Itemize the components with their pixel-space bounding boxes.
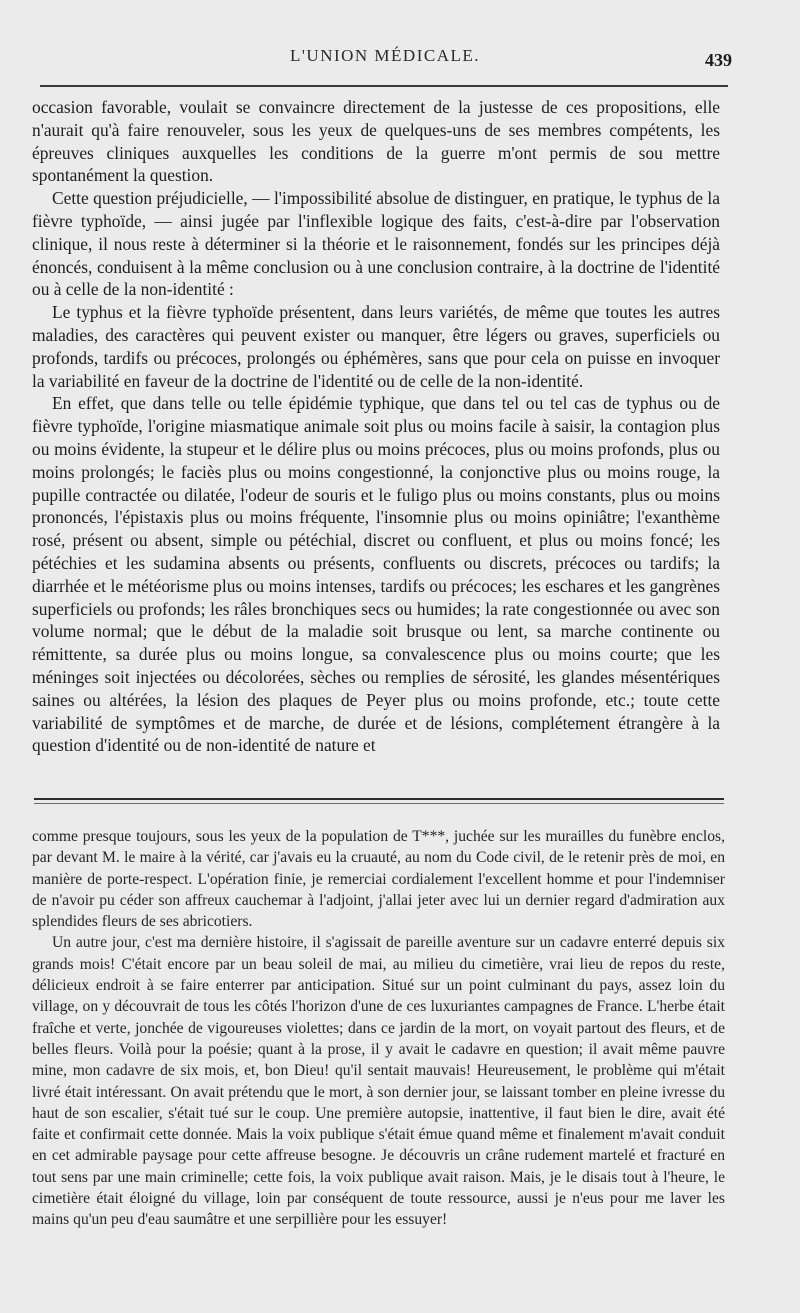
footnote-rule <box>34 798 724 804</box>
main-paragraph: Le typhus et la fièvre typhoïde présentent, dans leurs variétés, de même que toutes les autres maladies, des caractères qui peuvent exister ou manquer, être légers ou graves, superficiels ou profonds, tardifs ou précoces, prolongés ou éphémères, sans que pour cela on puisse en invoquer la variabilité en faveur de la doctrine de l'identité ou de celle de la non-identité. <box>32 302 720 391</box>
footnote-paragraph: Un autre jour, c'est ma dernière histoire, il s'agissait de pareille aventure sur un cadavre enterré depuis six grands mois! C'était encore par un beau soleil de mai, au milieu du cimetière, vrai lieu de repos du reste, délicieux endroit à se faire enterrer par anticipation. Situé sur un point culminant du pays, assez loin du village, on y découvrait de tous les côtés l'horizon d'une de ces luxuriantes campagnes de France. L'herbe était fraîche et verte, jonchée de vigoureuses violettes; dans ce jardin de la mort, on voyait partout des fleurs, et de belles fleurs. Voilà pour la poésie; quant à la prose, il y avait le cadavre en question; il avait même pauvre mine, mon cadavre de six mois, et, bon Dieu! qu'il sentait mauvais! Heureusement, le problème qui m'était livré était intéressant. On avait prétendu que le mort, à son dernier jour, se laissant tomber en pleine ivresse du haut de son escalier, s'était tué sur le coup. Une première autopsie, inattentive, il faut bien le dire, avait été faite et confirmait cette donnée. Mais la voix publique s'était émue quand même et finalement m'avait conduit en cet admirable paysage pour cette affreuse besogne. Je découvris un crâne rudement martelé et fracturé en tout sens par une main criminelle; cette fois, la voix publique avait raison. Mais, je le disais tout à l'heure, le cimetière était éloigné du village, loin par conséquent de toute ressource, aussi je n'eus pour me laver les mains qu'un peu d'eau saumâtre et une serpillière pour les essuyer! <box>32 934 725 1229</box>
running-head <box>40 46 730 76</box>
main-paragraph: Cette question préjudicielle, — l'impossibilité absolue de distinguer, en pratique, le typhus de la fièvre typhoïde, — ainsi jugée par l'inflexible logique des faits, c'est-à-dire par l'observation clinique, il nous reste à déterminer si la théorie et le raisonnement, fondés sur les principes déjà énoncés, conduisent à la même conclusion ou à une conclusion contraire, à la doctrine de l'identité ou à celle de la non-identité : <box>32 188 720 300</box>
footnote-column <box>32 826 725 1231</box>
header-rule <box>40 85 728 87</box>
footnote-paragraph: comme presque toujours, sous les yeux de la population de T***, juchée sur les murailles du funèbre enclos, par devant M. le maire à la vérité, car j'avais eu la cruauté, au nom du Code civil, de le retenir près de moi, en manière de porte-respect. L'opération finie, je remerciai cordialement l'excellent homme et pour l'indemniser de n'avoir pu céder son affreux cauchemar à l'adjoint, j'allai jeter avec lui un dernier regard d'admiration aux splendides fleurs de ses abricotiers. <box>32 828 725 931</box>
main-text-column <box>32 96 720 757</box>
main-paragraph: occasion favorable, voulait se convaincre directement de la justesse de ces propositions, elle n'aurait qu'à faire renouveler, sous les yeux de quelques-uns de ses membres compétents, les épreuves cliniques auxquelles les conditions de la guerre m'ont permis de sou mettre spontanément la question. <box>32 97 720 186</box>
main-paragraph: En effet, que dans telle ou telle épidémie typhique, que dans tel ou tel cas de typhus ou de fièvre typhoïde, l'origine miasmatique animale soit plus ou moins facile à saisir, la contagion plus ou moins évidente, la stupeur et le délire plus ou moins précoces, plus ou moins profonds, plus ou moins prolongés; le faciès plus ou moins congestionné, la conjonctive plus ou moins rouge, la pupille contractée ou dilatée, l'odeur de souris et le fuligo plus ou moins constants, plus ou moins prononcés, l'épistaxis plus ou moins fréquente, l'insomnie plus ou moins opiniâtre; l'exanthème rosé, présent ou absent, simple ou pétéchial, discret ou confluent, et plus ou moins foncé; les pétéchies et les sudamina absents ou présents, confluents ou discrets, précoces ou tardifs; la diarrhée et le météorisme plus ou moins intenses, tardifs ou précoces; les eschares et les gangrènes superficiels ou profonds; les râles bronchiques secs ou humides; la rate congestionnée ou avec son volume normal; que le début de la maladie soit brusque ou lent, sa marche continente ou rémittente, sa durée plus ou moins longue, sa convalescence plus ou moins courte; que les méninges soit injectées ou décolorées, sèches ou remplies de sérosité, les glandes mésentériques saines ou altérées, la lésion des plaques de Peyer plus ou moins profonde, etc.; toute cette variabilité de symptômes et de marche, de durée et de lésions, complétement étrangère à la question d'identité ou de non-identité de nature et <box>32 393 720 756</box>
page-number: 439 <box>705 50 732 70</box>
journal-title: L'UNION MÉDICALE. <box>289 46 481 65</box>
